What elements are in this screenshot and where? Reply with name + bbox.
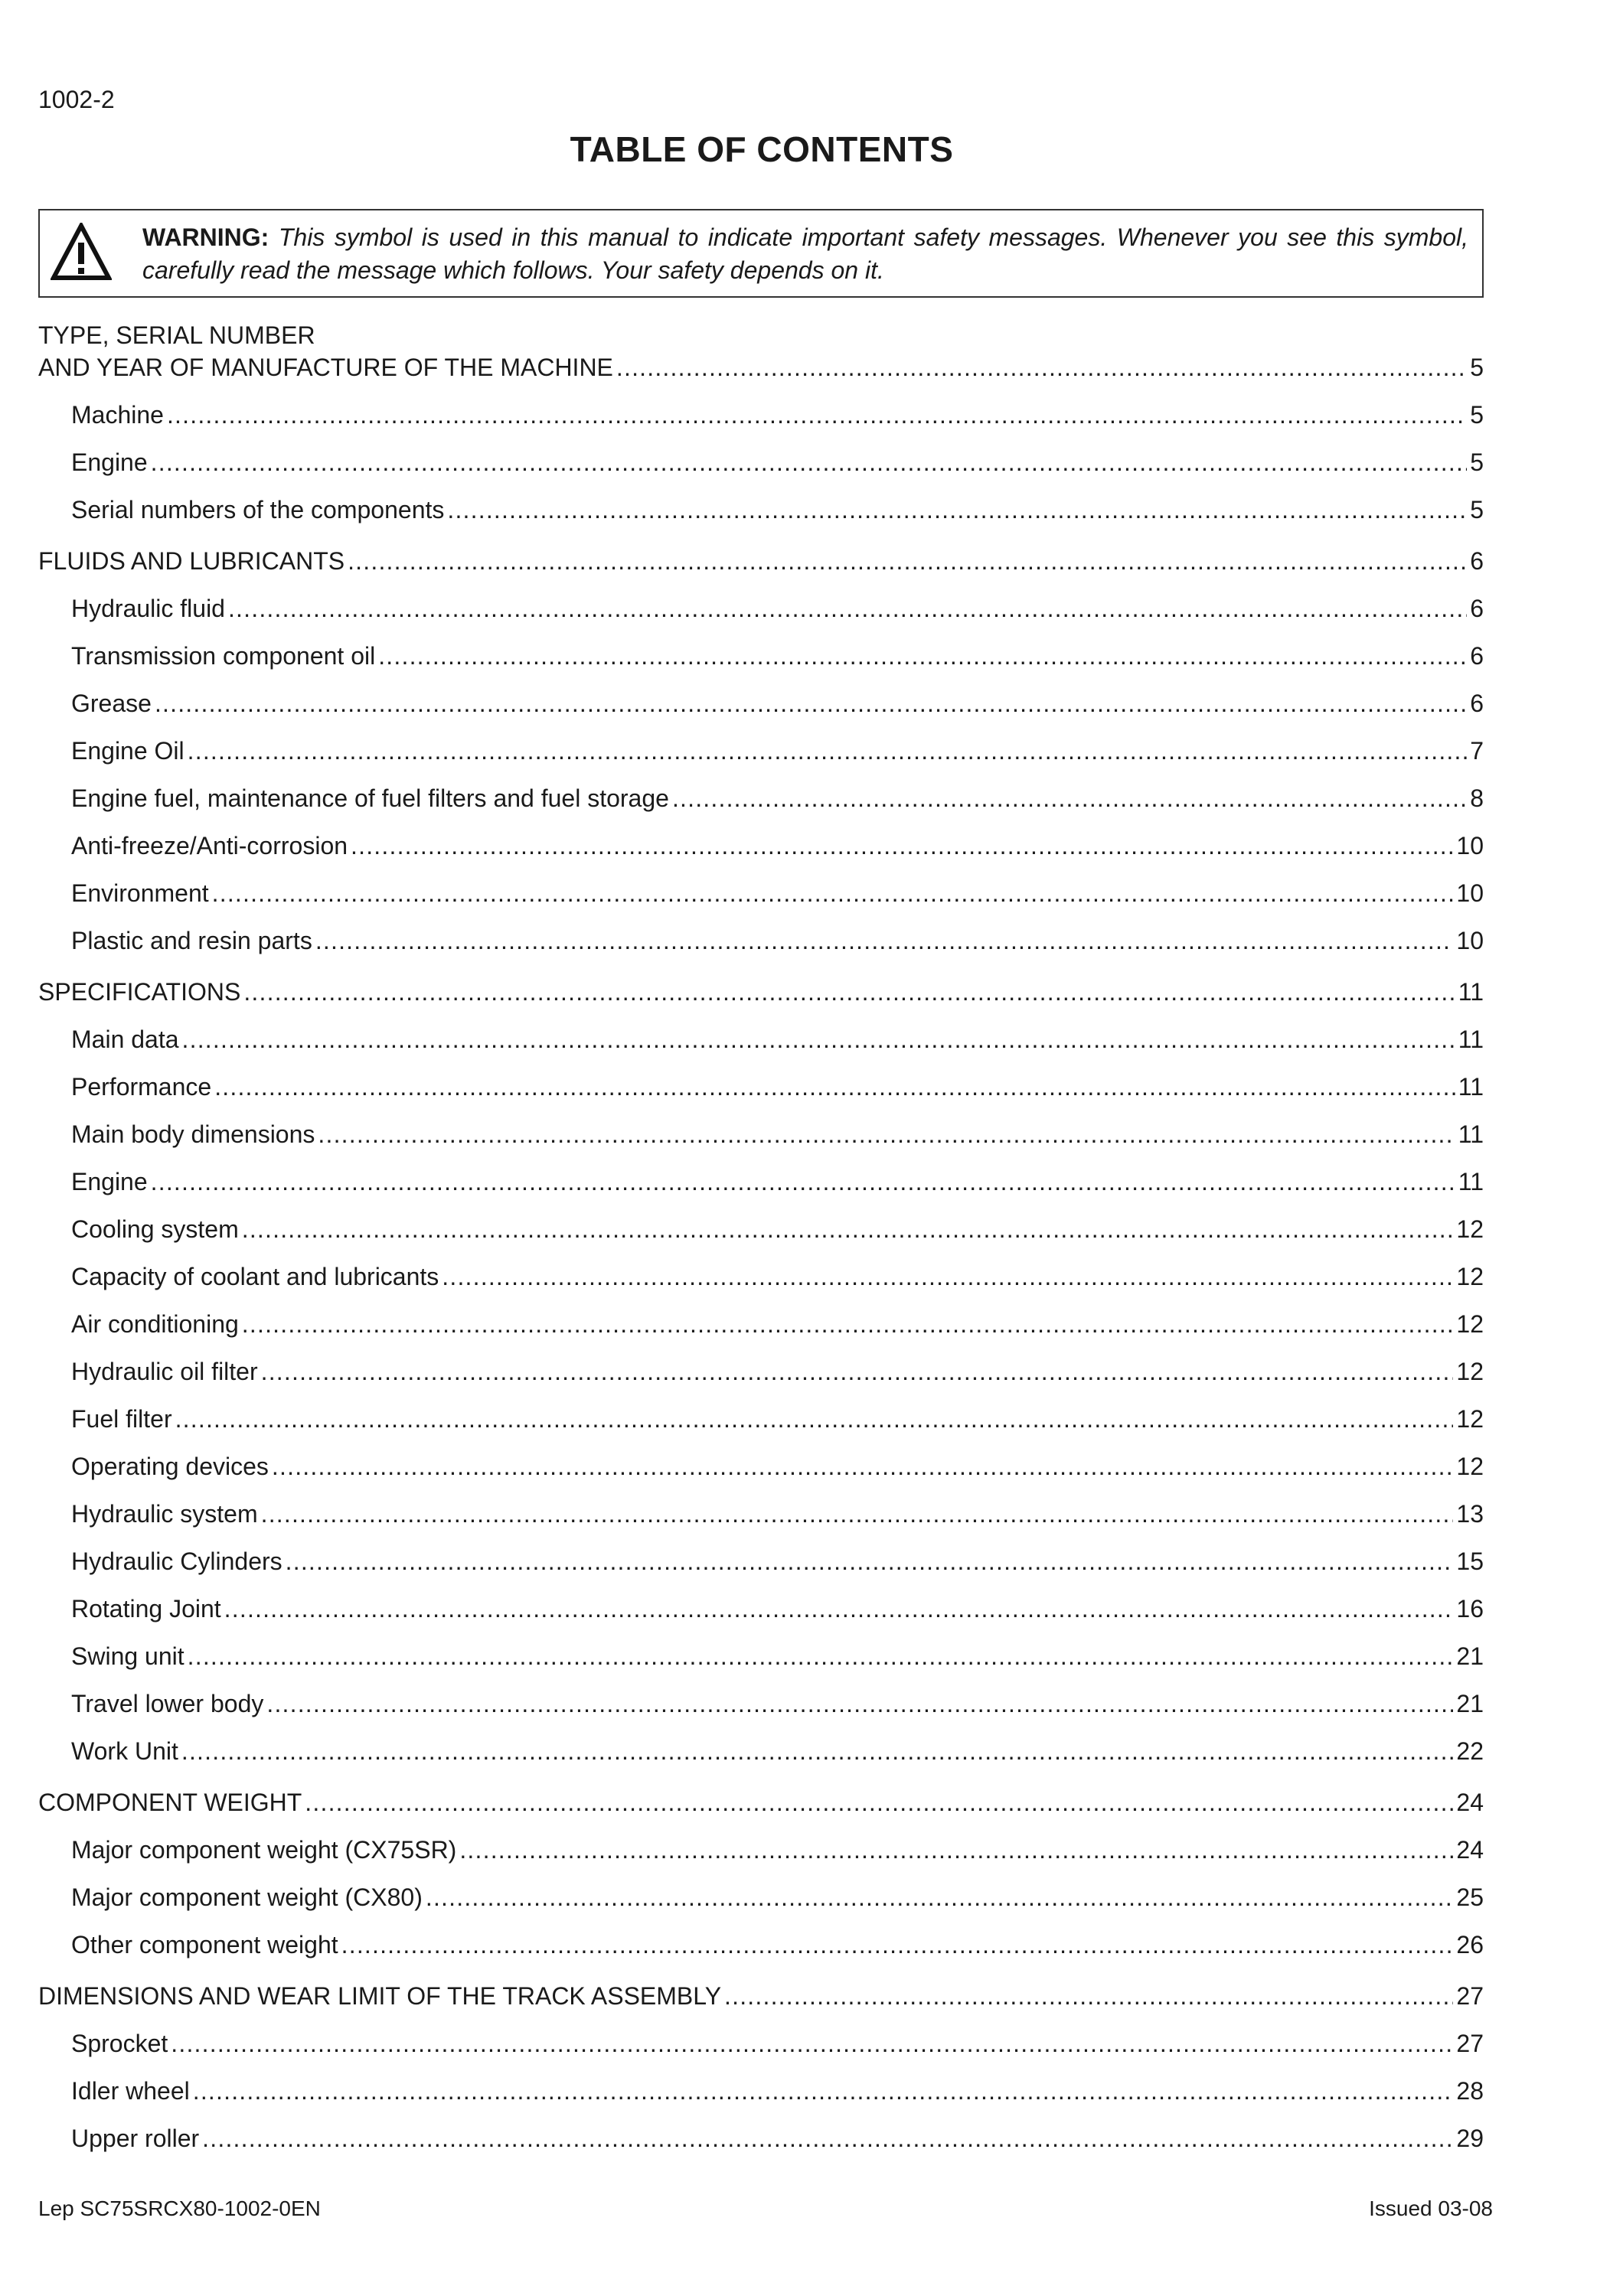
dot-leader (224, 1595, 1454, 1623)
toc-subentry[interactable] (71, 2077, 1484, 2111)
toc-entry-label: Environment (71, 879, 209, 907)
dot-leader (151, 448, 1468, 477)
toc-entry-page-number: 12 (1456, 1215, 1484, 1243)
toc-entry-label: Air conditioning (71, 1310, 239, 1338)
toc-entry-label: Swing unit (71, 1642, 185, 1670)
toc-subentry[interactable] (71, 1595, 1484, 1629)
dot-leader (272, 1453, 1453, 1481)
dot-leader (315, 927, 1454, 955)
toc-entry-page-number: 21 (1456, 1642, 1484, 1670)
warning-box (38, 209, 1484, 298)
dot-leader (212, 879, 1454, 908)
toc-entry-label: Operating devices (71, 1453, 269, 1480)
toc-subentry[interactable] (71, 1120, 1484, 1154)
dot-leader (341, 1931, 1454, 1959)
warning-label: WARNING: (142, 223, 269, 251)
toc-subentry[interactable] (71, 1168, 1484, 1202)
toc-entry-page-number: 5 (1470, 448, 1484, 476)
toc-entry-label: Other component weight (71, 1931, 338, 1958)
toc-entry-label: Machine (71, 401, 164, 429)
toc-subentry[interactable] (71, 496, 1484, 530)
toc-subentry[interactable] (71, 1548, 1484, 1581)
dot-leader (188, 737, 1468, 765)
toc-entry-page-number: 28 (1456, 2077, 1484, 2105)
dot-leader (724, 1982, 1453, 2011)
toc-entry-page-number: 10 (1456, 832, 1484, 859)
toc-entry-page-number: 12 (1456, 1453, 1484, 1480)
toc-subentry[interactable] (71, 1500, 1484, 1534)
dot-leader (182, 1026, 1455, 1054)
toc-subentry[interactable] (71, 737, 1484, 771)
toc-entry-label: COMPONENT WEIGHT (38, 1789, 302, 1816)
toc-entry-label: Engine (71, 1168, 148, 1195)
dot-leader (447, 496, 1467, 524)
toc-entry-page-number: 11 (1458, 1168, 1484, 1195)
toc-entry-page-number: 12 (1456, 1405, 1484, 1433)
toc-subentry[interactable] (71, 1215, 1484, 1249)
toc-subentry[interactable] (71, 2125, 1484, 2158)
dot-leader (242, 1215, 1454, 1244)
toc-entry-page-number: 22 (1456, 1737, 1484, 1765)
dot-leader (202, 2125, 1453, 2153)
toc-entry-page-number: 11 (1458, 1120, 1484, 1148)
dot-leader (171, 2030, 1453, 2058)
dot-leader (426, 1883, 1454, 1912)
toc-subentry[interactable] (71, 1263, 1484, 1296)
toc-entry-label: Performance (71, 1073, 212, 1101)
toc-entry-label: Upper roller (71, 2125, 200, 2152)
toc-subentry[interactable] (71, 448, 1484, 482)
toc-entry-label: Sprocket (71, 2030, 168, 2057)
toc-entry-page-number: 12 (1456, 1358, 1484, 1385)
page-number: 1002-2 (38, 86, 115, 113)
dot-leader (155, 690, 1467, 718)
toc-entry-page-number: 15 (1456, 1548, 1484, 1575)
dot-leader (261, 1358, 1454, 1386)
toc-entry-label: Engine fuel, maintenance of fuel filters and fuel storage (71, 784, 669, 812)
toc-section-entry[interactable] (38, 1982, 1484, 2016)
toc-entry-label: DIMENSIONS AND WEAR LIMIT OF THE TRACK ASSEMBLY (38, 1982, 722, 2010)
toc-entry-label: Cooling system (71, 1215, 239, 1243)
toc-subentry[interactable] (71, 1405, 1484, 1439)
dot-leader (193, 2077, 1454, 2105)
toc-entry-page-number: 8 (1470, 784, 1484, 812)
toc-entry-label: Main data (71, 1026, 179, 1053)
toc-entry-label: Serial numbers of the components (71, 496, 445, 523)
toc-entry-page-number: 24 (1456, 1836, 1484, 1864)
dot-leader (228, 595, 1467, 623)
dot-leader (286, 1548, 1454, 1576)
dot-leader (672, 784, 1467, 813)
dot-leader (318, 1120, 1455, 1149)
toc-entry-label: SPECIFICATIONS (38, 978, 241, 1006)
warning-triangle-icon (51, 223, 112, 281)
toc-subentry[interactable] (71, 1453, 1484, 1486)
toc-entry-label: Fuel filter (71, 1405, 172, 1433)
toc-section-entry[interactable] (38, 354, 1484, 387)
dot-leader (175, 1405, 1454, 1433)
toc-entry-page-number: 10 (1456, 879, 1484, 907)
dot-leader (442, 1263, 1453, 1291)
toc-section-entry[interactable] (38, 978, 1484, 1012)
toc-entry-label: Plastic and resin parts (71, 927, 312, 954)
toc-entry-label: Hydraulic fluid (71, 595, 225, 622)
dot-leader (242, 1310, 1454, 1339)
toc-entry-label: Transmission component oil (71, 642, 376, 670)
toc-entry-page-number: 24 (1456, 1789, 1484, 1816)
toc-entry-page-number: 11 (1458, 1026, 1484, 1053)
toc-entry-page-number: 6 (1470, 547, 1484, 575)
dot-leader (378, 642, 1467, 670)
toc-subentry[interactable] (71, 1690, 1484, 1724)
toc-entry-label: Major component weight (CX80) (71, 1883, 423, 1911)
toc-subentry[interactable] (71, 1358, 1484, 1391)
toc-entry-label: Main body dimensions (71, 1120, 315, 1148)
warning-message: This symbol is used in this manual to indicate important safety messages. Whenever you see this symbol, carefully read the message which follows. Your safety depends on it. (142, 223, 1468, 284)
dot-leader (181, 1737, 1454, 1766)
toc-entry-page-number: 11 (1458, 978, 1484, 1006)
page-title: TABLE OF CONTENTS (570, 129, 954, 169)
toc-entry-label: Grease (71, 690, 152, 717)
toc-entry-page-number: 7 (1470, 737, 1484, 765)
toc-subentry[interactable] (71, 595, 1484, 628)
toc-subentry[interactable] (71, 1737, 1484, 1771)
toc-subentry[interactable] (71, 1931, 1484, 1965)
dot-leader (261, 1500, 1454, 1528)
document-code: Lep SC75SRCX80-1002-0EN (38, 2197, 321, 2220)
toc-entry-page-number: 16 (1456, 1595, 1484, 1623)
dot-leader (214, 1073, 1455, 1101)
toc-entry-page-number: 10 (1456, 927, 1484, 954)
dot-leader (188, 1642, 1454, 1671)
toc-subentry[interactable] (71, 784, 1484, 818)
toc-subentry[interactable] (71, 927, 1484, 960)
dot-leader (616, 354, 1467, 382)
toc-subentry[interactable] (71, 690, 1484, 723)
toc-entry-page-number: 26 (1456, 1931, 1484, 1958)
toc-entry-page-number: 6 (1470, 642, 1484, 670)
toc-entry-label: Idler wheel (71, 2077, 190, 2105)
toc-entry-label: Rotating Joint (71, 1595, 221, 1623)
toc-entry-label: Hydraulic Cylinders (71, 1548, 282, 1575)
toc-subentry[interactable] (71, 879, 1484, 913)
dot-leader (351, 832, 1453, 860)
dot-leader (151, 1168, 1455, 1196)
toc-entry-page-number: 27 (1456, 2030, 1484, 2057)
toc-entry-page-number: 11 (1458, 1073, 1484, 1101)
toc-entry-page-number: 27 (1456, 1982, 1484, 2010)
toc-subentry[interactable] (71, 832, 1484, 866)
toc-entry-page-number: 5 (1470, 354, 1484, 381)
toc-heading-line1: TYPE, SERIAL NUMBER (38, 321, 315, 349)
toc-entry-page-number: 5 (1470, 496, 1484, 523)
issue-date: Issued 03-08 (1369, 2197, 1493, 2220)
toc-section-entry[interactable] (38, 1789, 1484, 1822)
toc-entry-page-number: 6 (1470, 595, 1484, 622)
toc-entry-page-number: 21 (1456, 1690, 1484, 1717)
toc-section-entry[interactable] (38, 547, 1484, 581)
toc-entry-label: Hydraulic oil filter (71, 1358, 258, 1385)
toc-entry-page-number: 12 (1456, 1263, 1484, 1290)
dot-leader (167, 401, 1467, 429)
dot-leader (266, 1690, 1453, 1718)
toc-entry-label: Capacity of coolant and lubricants (71, 1263, 439, 1290)
toc-entry-label: Work Unit (71, 1737, 178, 1765)
toc-subentry[interactable] (71, 1836, 1484, 1870)
toc-subentry[interactable] (71, 1073, 1484, 1107)
toc-entry-page-number: 5 (1470, 401, 1484, 429)
warning-text (142, 221, 1468, 287)
toc-entry-page-number: 13 (1456, 1500, 1484, 1528)
toc-entry-page-number: 6 (1470, 690, 1484, 717)
toc-entry-label: Engine Oil (71, 737, 185, 765)
toc-entry-label: FLUIDS AND LUBRICANTS (38, 547, 345, 575)
toc-subentry[interactable] (71, 1310, 1484, 1344)
toc-subentry[interactable] (71, 2030, 1484, 2063)
toc-subentry[interactable] (71, 642, 1484, 676)
toc-subentry[interactable] (71, 1883, 1484, 1917)
toc-subentry[interactable] (71, 401, 1484, 435)
toc-entry-page-number: 29 (1456, 2125, 1484, 2152)
dot-leader (305, 1789, 1453, 1817)
dot-leader (348, 547, 1467, 576)
toc-entry-label: Engine (71, 448, 148, 476)
dot-leader (459, 1836, 1453, 1864)
dot-leader (243, 978, 1455, 1006)
toc-entry-page-number: 12 (1456, 1310, 1484, 1338)
toc-entry-page-number: 25 (1456, 1883, 1484, 1911)
toc-entry-label: Major component weight (CX75SR) (71, 1836, 457, 1864)
toc-subentry[interactable] (71, 1642, 1484, 1676)
toc-entry-label: Hydraulic system (71, 1500, 258, 1528)
toc-subentry[interactable] (71, 1026, 1484, 1059)
toc-entry-label: Anti-freeze/Anti-corrosion (71, 832, 348, 859)
toc-entry-label: Travel lower body (71, 1690, 264, 1717)
toc-entry-label: AND YEAR OF MANUFACTURE OF THE MACHINE (38, 354, 613, 381)
